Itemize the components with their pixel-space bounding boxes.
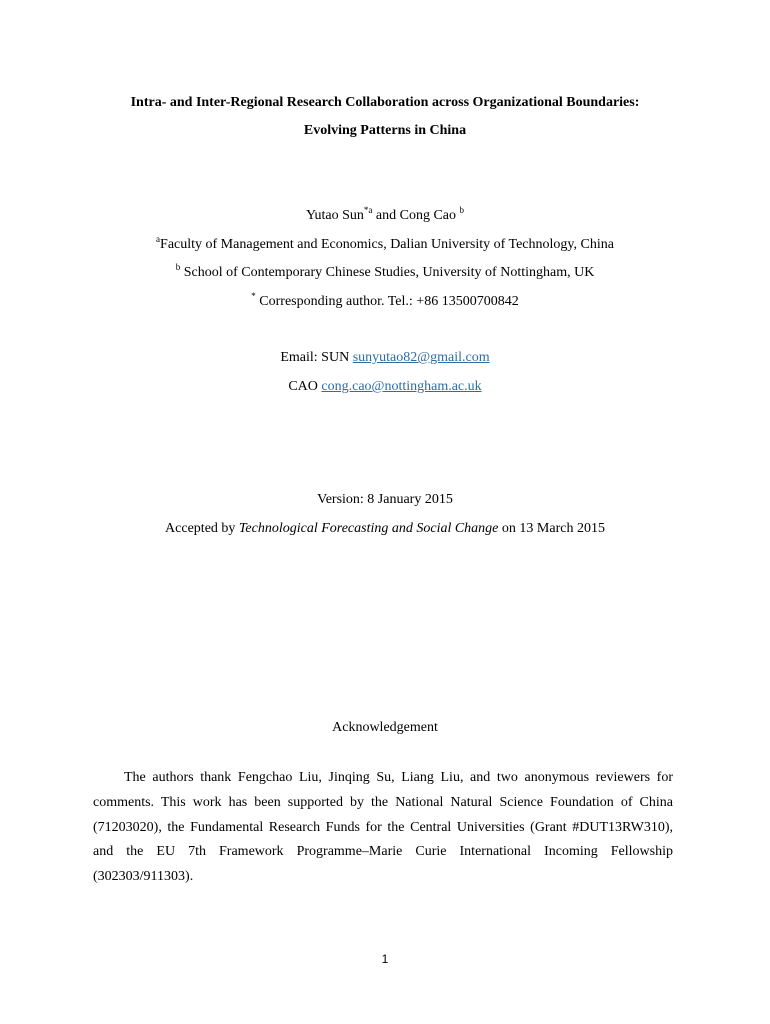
acknowledgement-heading: Acknowledgement (332, 720, 438, 735)
email-cao-line (0, 378, 770, 396)
email-cao-link[interactable]: cong.cao@nottingham.ac.uk (321, 379, 482, 394)
authors-line (0, 207, 770, 225)
corresponding-text: Corresponding author. Tel.: +86 13500700842 (255, 294, 519, 309)
affiliation-b-text: School of Contemporary Chinese Studies, University of Nottingham, UK (183, 265, 595, 280)
accepted-suffix: on 13 March 2015 (498, 521, 605, 536)
acknowledgement-body: The authors thank Fengchao Liu, Jinqing Su, Liang Liu, and two anonymous reviewers for comments. This work has been supported by the National Natural Science Foundation of China (71203020), the Fundamental Research Funds for the Central Universities (Grant #DUT13RW310), and the EU 7th Framework Programme–Marie Curie International Incoming Fellowship (302303/911303). (93, 770, 673, 885)
affiliation-a-mark: a (156, 234, 161, 244)
page-number: 1 (381, 952, 389, 966)
journal-name: Technological Forecasting and Social Change (238, 521, 499, 536)
accepted-line (0, 520, 770, 538)
accepted-prefix: Accepted by (165, 521, 239, 536)
paper-title-line-2: Evolving Patterns in China (303, 123, 467, 138)
affiliation-a-text: Faculty of Management and Economics, Dalian University of Technology, China (160, 237, 614, 252)
affiliation-a (0, 236, 770, 254)
acknowledgement-paragraph (93, 766, 673, 890)
version-line: Version: 8 January 2015 (317, 492, 453, 507)
email-cao-label: CAO (288, 379, 322, 394)
author-sun-marks: *a (363, 205, 373, 215)
affiliation-b (0, 264, 770, 282)
paper-title-line-1: Intra- and Inter-Regional Research Collaboration across Organizational Boundaries: (130, 95, 640, 110)
authors-connector: and Cong Cao (372, 208, 460, 223)
affiliation-b-mark: b (175, 262, 181, 272)
email-sun-link[interactable]: sunyutao82@gmail.com (352, 350, 490, 365)
corresponding-mark: * (251, 291, 256, 301)
corresponding-author (0, 293, 770, 311)
author-cao-mark: b (459, 205, 465, 215)
email-sun-label: Email: SUN (280, 350, 353, 365)
email-sun-line (0, 349, 770, 367)
author-name-sun: Yutao Sun (305, 208, 364, 223)
